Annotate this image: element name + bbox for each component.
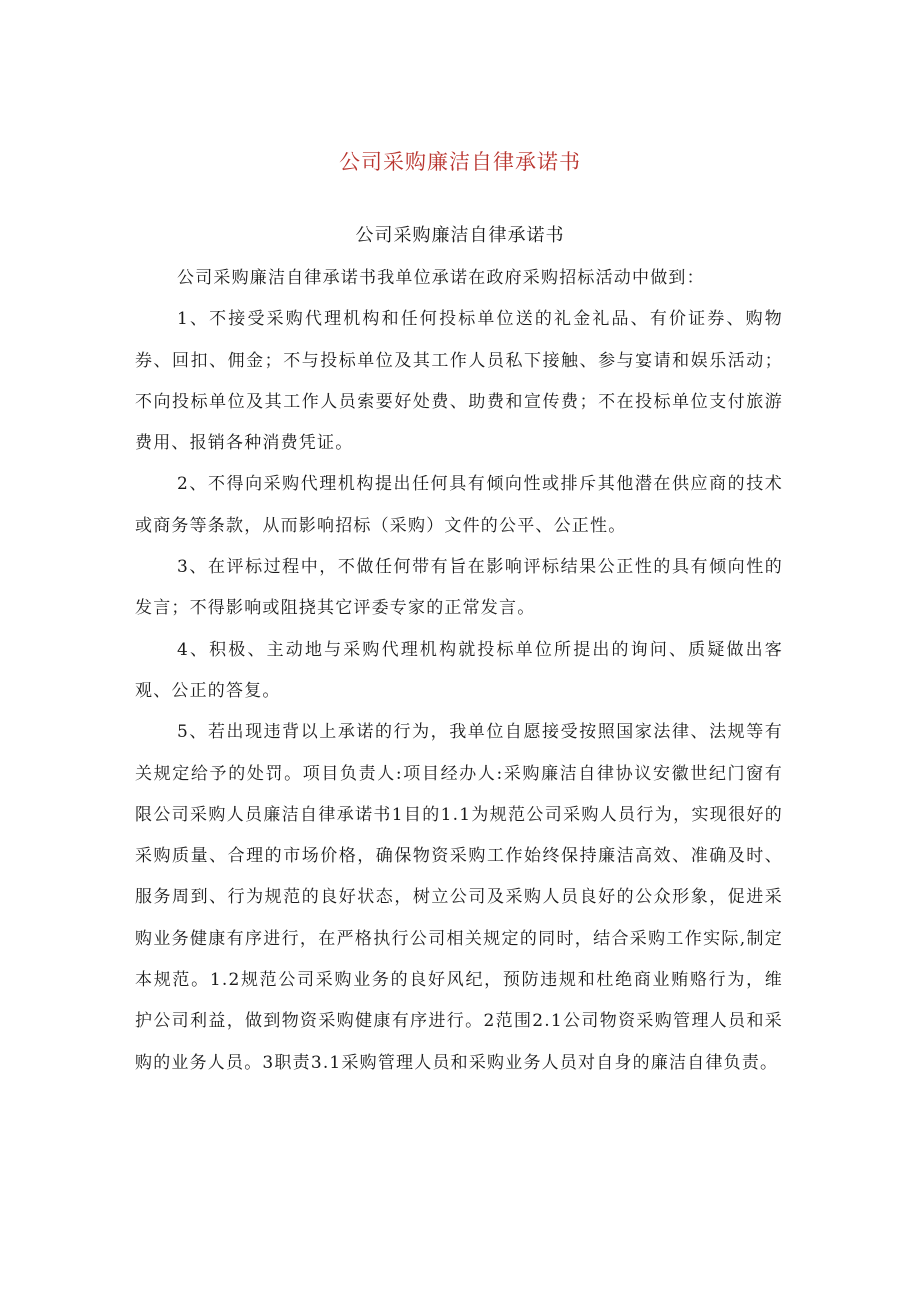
clause-5-paragraph: 5、若出现违背以上承诺的行为，我单位自愿接受按照国家法律、法规等有关规定给予的处罚。项目负责人:项目经办人:采购廉洁自律协议安徽世纪门窗有限公司采购人员廉洁自律承诺书1目的1.1为规范公司采购人员行为，实现很好的采购质量、合理的市场价格，确保物资采购工作始终保持廉洁高效、准确及时、服务周到、行为规范的良好状态，树立公司及采购人员良好的公众形象，促进采购业务健康有序进行，在严格执行公司相关规定的同时，结合采购工作实际,制定本规范。1.2规范公司采购业务的良好风纪，预防违规和杜绝商业贿赂行为，维护公司利益，做到物资采购健康有序进行。2范围2.1公司物资采购管理人员和采购的业务人员。3职责3.1采购管理人员和采购业务人员对自身的廉洁自律负责。 xyxy=(135,722,783,1073)
intro-paragraph: 公司采购廉洁自律承诺书我单位承诺在政府采购招标活动中做到： xyxy=(177,268,705,288)
clause-3-paragraph: 3、在评标过程中，不做任何带有旨在影响评标结果公正性的具有倾向性的发言；不得影响或阻挠其它评委专家的正常发言。 xyxy=(135,557,783,619)
clause-1-paragraph: 1、不接受采购代理机构和任何投标单位送的礼金礼品、有价证券、购物券、回扣、佣金；不与投标单位及其工作人员私下接触、参与宴请和娱乐活动；不向投标单位及其工作人员索要好处费、助费和宣传费；不在投标单位支付旅游费用、报销各种消费凭证。 xyxy=(135,309,783,454)
clause-4-paragraph: 4、积极、主动地与采购代理机构就投标单位所提出的询问、质疑做出客观、公正的答复。 xyxy=(135,639,783,701)
clause-2-paragraph: 2、不得向采购代理机构提出任何具有倾向性或排斥其他潜在供应商的技术或商务等条款，从而影响招标（采购）文件的公平、公正性。 xyxy=(135,474,783,536)
document-body xyxy=(135,258,783,1084)
document-subtitle: 公司采购廉洁自律承诺书 xyxy=(355,225,565,246)
document-title: 公司采购廉洁自律承诺书 xyxy=(339,150,581,174)
